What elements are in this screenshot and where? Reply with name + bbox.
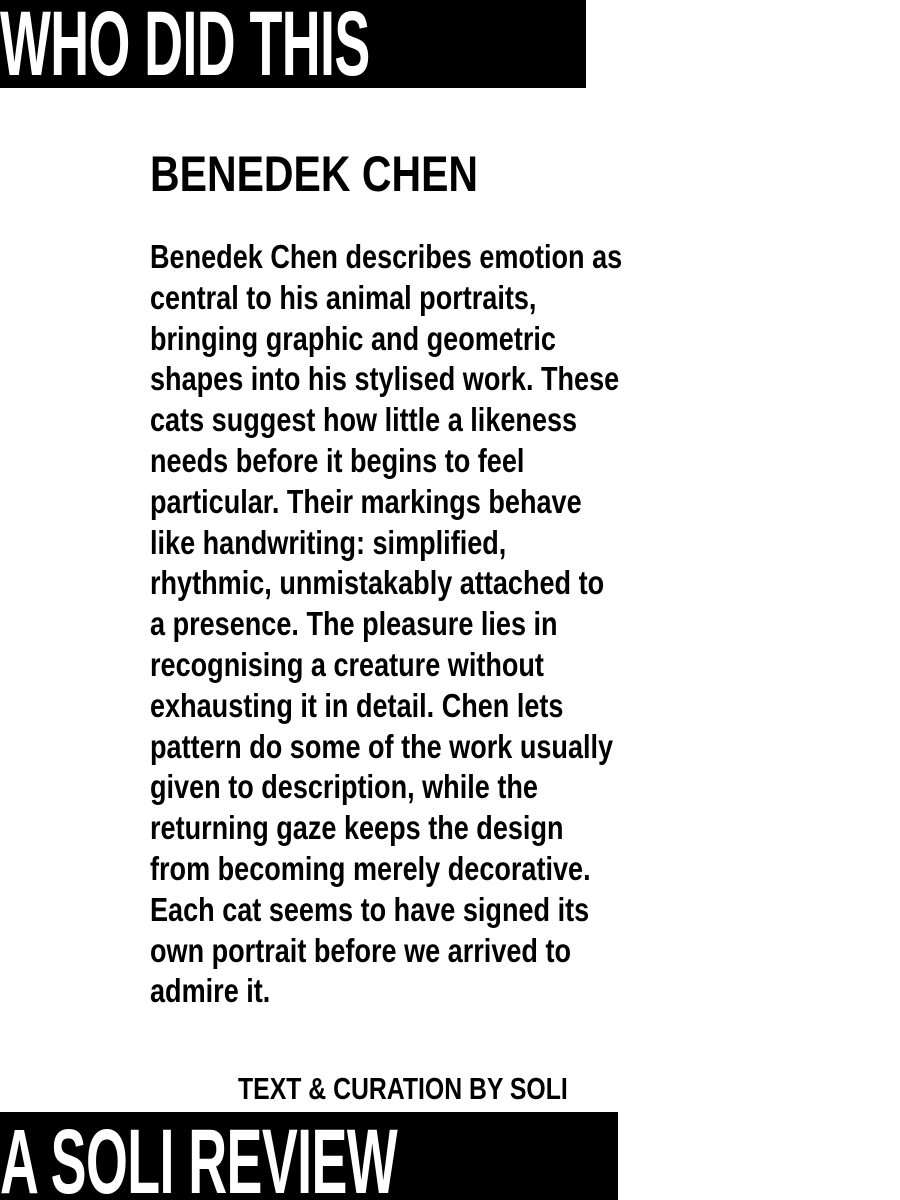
article-body-line: given to description, while the: [150, 768, 538, 806]
article-body-line: returning gaze keeps the design: [150, 809, 564, 847]
article-body-line: cats suggest how little a likeness: [150, 401, 578, 439]
article-body-line: a presence. The pleasure lies in: [150, 605, 558, 643]
article-body-line: particular. Their markings behave: [150, 482, 582, 520]
article-body-line: rhythmic, unmistakably attached to: [150, 564, 605, 602]
article-body-line: bringing graphic and geometric: [150, 319, 556, 357]
article-body-line: like handwriting: simplified,: [150, 523, 507, 561]
article-body-line: recognising a creature without: [150, 645, 544, 683]
article-body-line: Benedek Chen describes emotion as: [150, 238, 623, 275]
artist-name-heading: BENEDEK CHEN: [150, 146, 479, 202]
article-body-line: from becoming merely decorative.: [150, 849, 591, 887]
header-banner-title: WHO DID THIS: [0, 0, 370, 88]
article-body-line: central to his animal portraits,: [150, 278, 537, 316]
article-body-line: shapes into his stylised work. These: [150, 360, 620, 398]
footer-banner-title: A SOLI REVIEW: [0, 1112, 398, 1200]
article-body-line: pattern do some of the work usually: [150, 727, 614, 765]
article-body-line: needs before it begins to feel: [150, 441, 525, 479]
article-body-line: Each cat seems to have signed its: [150, 890, 590, 928]
article-body-line: admire it.: [150, 972, 271, 1010]
curation-credit: TEXT & CURATION BY SOLI: [238, 1071, 568, 1106]
article-body-line: exhausting it in detail. Chen lets: [150, 686, 564, 724]
article-body: [150, 237, 732, 1012]
article-body-line: own portrait before we arrived to: [150, 931, 572, 969]
footer-banner: [0, 1112, 618, 1200]
header-banner: [0, 0, 586, 88]
